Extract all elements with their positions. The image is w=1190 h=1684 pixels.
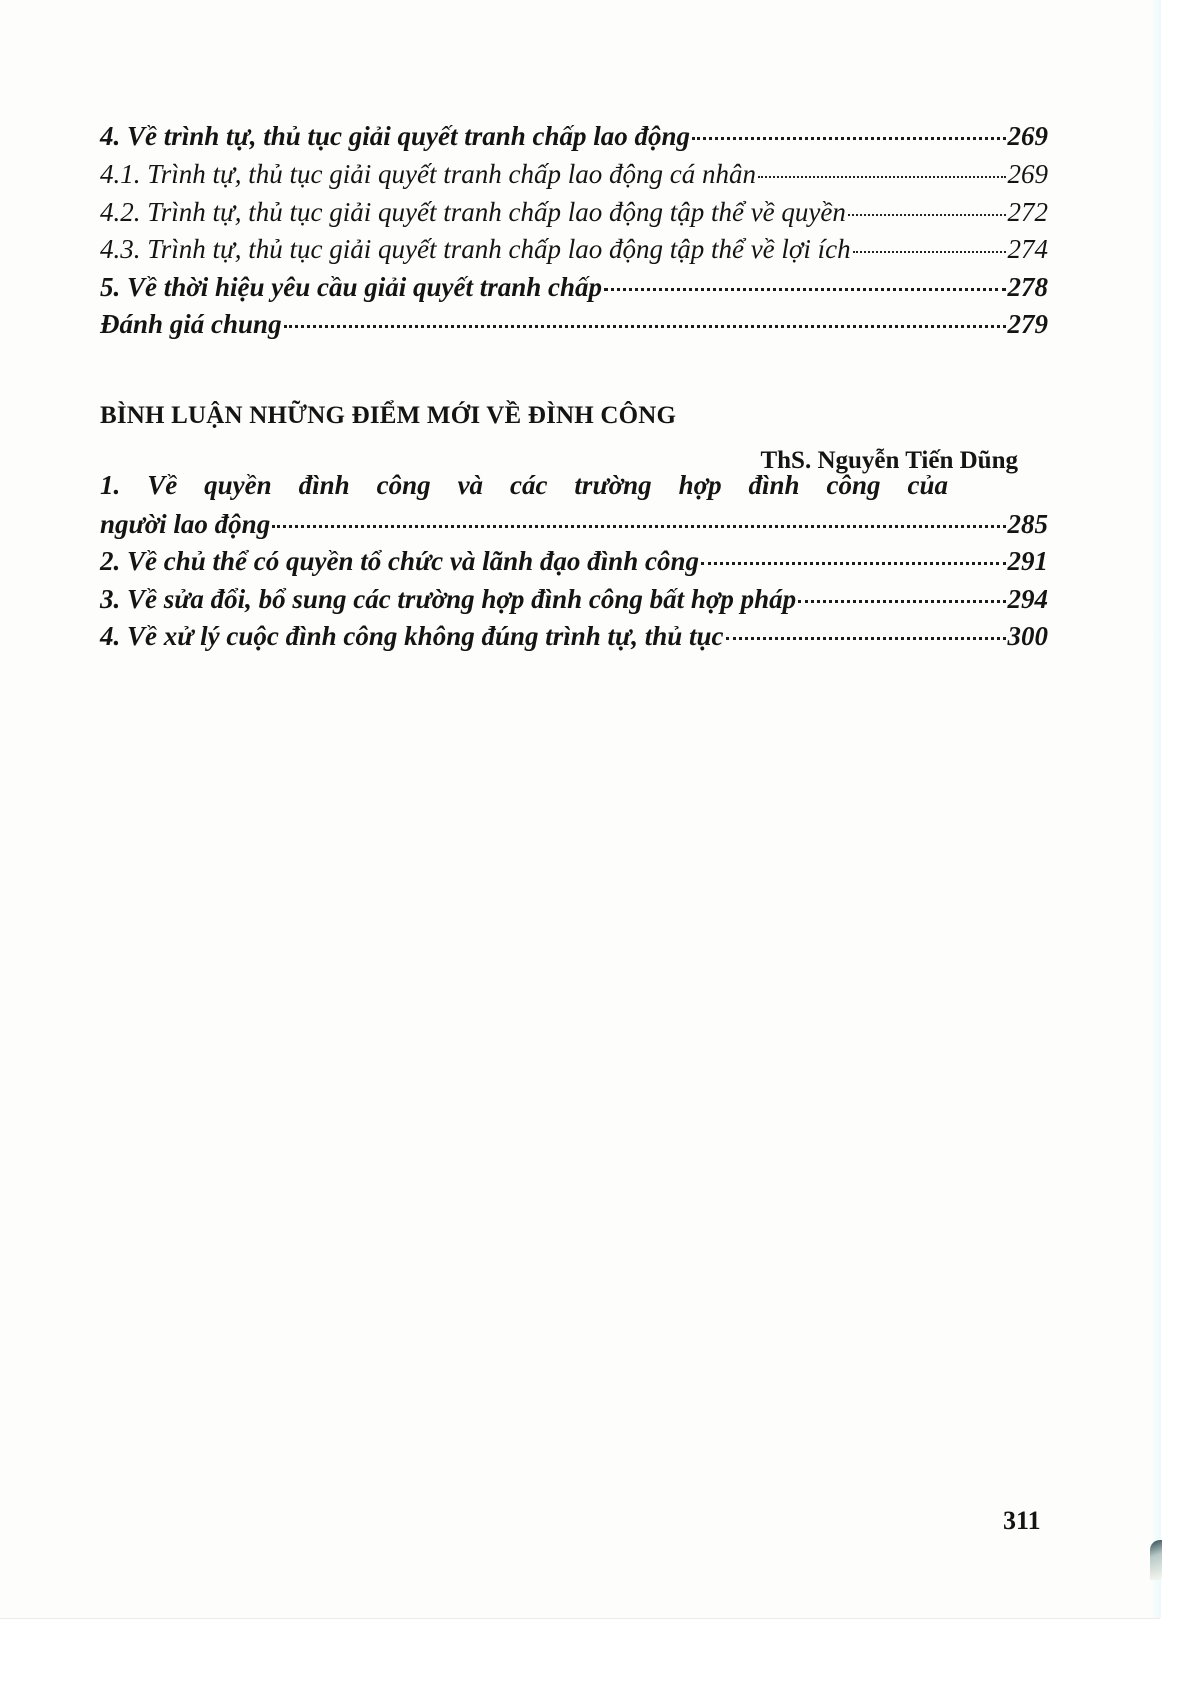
page-edge-strip — [1153, 0, 1161, 1618]
toc-entry-title: 4.3. Trình tự, thủ tục giải quyết tranh chấp lao động tập thể về lợi ích — [100, 234, 851, 264]
section-title: BÌNH LUẬN NHỮNG ĐIỂM MỚI VỀ ĐÌNH CÔNG — [100, 402, 677, 429]
toc-entry-page: 274 — [1007, 234, 1048, 264]
toc-entry[interactable] — [100, 506, 1048, 542]
toc-entry[interactable] — [100, 156, 1048, 192]
toc-entry-page: 269 — [1007, 121, 1048, 151]
toc-entry-page: 269 — [1007, 159, 1048, 189]
toc-entry-title: 4.2. Trình tự, thủ tục giải quyết tranh chấp lao động tập thể về quyền — [100, 197, 846, 227]
toc-entry-page: 285 — [1007, 509, 1048, 539]
toc-entry-title: 4.1. Trình tự, thủ tục giải quyết tranh chấp lao động cá nhân — [100, 159, 756, 189]
toc-entry[interactable] — [100, 543, 1048, 579]
page-corner-mark — [1150, 1540, 1162, 1580]
dot-leader — [692, 137, 1005, 140]
toc-entry-title: 5. Về thời hiệu yêu cầu giải quyết tranh chấp — [100, 272, 603, 302]
toc-entry-title: 4. Về xử lý cuộc đình công không đúng trình tự, thủ tục — [100, 621, 724, 651]
dot-leader — [272, 525, 1005, 528]
toc-entry[interactable] — [100, 118, 1048, 154]
dot-leader — [726, 637, 1006, 640]
toc-entry[interactable] — [100, 231, 1048, 267]
toc-entry-title: Đánh giá chung — [100, 309, 282, 339]
toc-entry[interactable] — [100, 306, 1048, 342]
dot-leader — [604, 288, 1005, 291]
toc-entry[interactable] — [100, 194, 1048, 230]
page-number: 311 — [1003, 1506, 1041, 1535]
toc-entry-page: 279 — [1007, 309, 1048, 339]
toc-entry-page: 278 — [1007, 272, 1048, 302]
toc-entry-page: 291 — [1007, 546, 1048, 576]
dot-leader — [798, 600, 1005, 603]
toc-entry-title: 2. Về chủ thể có quyền tổ chức và lãnh đạo đình công — [100, 546, 699, 576]
dot-leader — [701, 562, 1006, 565]
section-author: ThS. Nguyễn Tiến Dũng — [760, 447, 1018, 474]
toc-entry-title: 4. Về trình tự, thủ tục giải quyết tranh chấp lao động — [100, 121, 691, 151]
toc-entry-page: 272 — [1007, 197, 1048, 227]
toc-entry-title-line1[interactable]: 1. Về quyền đình công và các trường hợp đình công của — [100, 470, 948, 500]
toc-entry-title: người lao động — [100, 509, 271, 539]
toc-entry-title: 3. Về sửa đổi, bổ sung các trường hợp đình công bất hợp pháp — [100, 584, 797, 614]
toc-entry[interactable] — [100, 269, 1048, 305]
toc-entry-page: 300 — [1007, 621, 1048, 651]
dot-leader — [758, 176, 1006, 178]
dot-leader — [853, 251, 1006, 253]
toc-entry-page: 294 — [1007, 584, 1048, 614]
dot-leader — [284, 325, 1006, 328]
dot-leader — [848, 214, 1006, 216]
toc-entry[interactable] — [100, 581, 1048, 617]
toc-entry[interactable] — [100, 618, 1048, 654]
